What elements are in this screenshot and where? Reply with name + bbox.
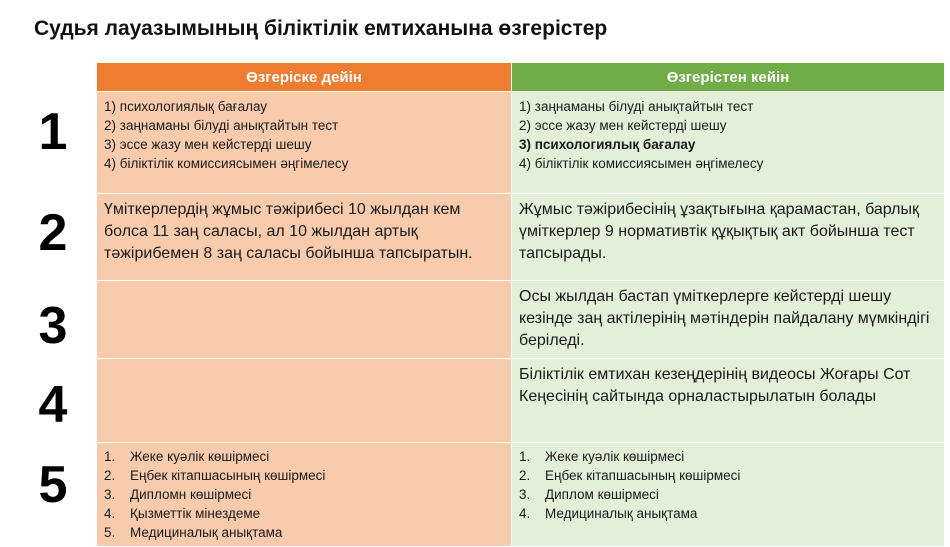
cell-after-2 bbox=[512, 194, 945, 281]
cell-text: Біліктілік емтихан кезеңдерінің видеосы Жоғары Сот Кеңесінің сайтында орналастырылатын болады bbox=[519, 366, 911, 405]
table-row bbox=[97, 281, 945, 359]
cell-after-4 bbox=[512, 359, 945, 443]
table-row bbox=[97, 92, 945, 194]
cell-before-5 bbox=[97, 443, 512, 547]
row-number-5: 5 bbox=[38, 456, 68, 514]
list-item-highlighted: 3) психологиялық бағалау bbox=[519, 137, 696, 152]
list-item: 4) біліктілік комиссиясымен әңгімелесу bbox=[519, 156, 764, 171]
cell-before-3 bbox=[97, 281, 512, 359]
header-before: Өзгеріске дейін bbox=[97, 63, 512, 92]
list-item: 5. Медициналық анықтама bbox=[104, 525, 283, 540]
list-item: 1) психологиялық бағалау bbox=[104, 99, 268, 114]
cell-text: Осы жылдан бастап үміткерлерге кейстерді шешу кезінде заң актілерінің мәтіндерін пайдалану мүмкіндігі беріледі. bbox=[519, 288, 930, 349]
table-row bbox=[97, 194, 945, 281]
table-header-row bbox=[97, 63, 945, 92]
cell-before-1 bbox=[97, 92, 512, 194]
list-item: 4. Қызметтік мінездеме bbox=[104, 506, 261, 521]
table-row bbox=[97, 443, 945, 547]
list-item: 4) біліктілік комиссиясымен әңгімелесу bbox=[104, 156, 349, 171]
cell-after-1 bbox=[512, 92, 945, 194]
list-item: 1) заңнаманы білуді анықтайтын тест bbox=[519, 99, 754, 114]
cell-before-2 bbox=[97, 194, 512, 281]
cell-after-5 bbox=[512, 443, 945, 547]
list-item: 2) заңнаманы білуді анықтайтын тест bbox=[104, 118, 339, 133]
list-item: 3. Диплом көшірмесі bbox=[519, 487, 659, 502]
list-item: 3) эссе жазу мен кейстерді шешу bbox=[104, 137, 312, 152]
page-title: Судья лауазымының біліктілік емтиханына өзгерістер bbox=[34, 17, 608, 40]
list-item: 2. Еңбек кітапшасының көшірмесі bbox=[519, 468, 741, 483]
list-item: 1. Жеке куәлік көшірмесі bbox=[519, 449, 685, 464]
header-after: Өзгерістен кейін bbox=[512, 63, 945, 92]
cell-after-3 bbox=[512, 281, 945, 359]
cell-text: Үміткерлердің жұмыс тәжірибесі 10 жылдан кем болса 11 заң саласы, ал 10 жылдан артық тәжірибемен 8 заң саласы бойынша тапсыратын. bbox=[104, 201, 473, 262]
comparison-table bbox=[96, 62, 945, 547]
cell-before-4 bbox=[97, 359, 512, 443]
row-number-3: 3 bbox=[38, 297, 68, 355]
row-number-column bbox=[0, 0, 96, 534]
list-item: 1. Жеке куәлік көшірмесі bbox=[104, 449, 270, 464]
list-item: 2. Еңбек кітапшасының көшірмесі bbox=[104, 468, 326, 483]
list-item: 4. Медициналық анықтама bbox=[519, 506, 698, 521]
cell-text: Жұмыс тәжірибесінің ұзақтығына қарамастан, барлық үміткерлер 9 нормативтік құқықтық акт бойынша тест тапсырады. bbox=[519, 201, 919, 262]
row-number-1: 1 bbox=[38, 103, 68, 161]
table-row bbox=[97, 359, 945, 443]
list-item: 2) эссе жазу мен кейстерді шешу bbox=[519, 118, 727, 133]
list-item: 3. Дипломн көшірмесі bbox=[104, 487, 252, 502]
row-number-2: 2 bbox=[38, 204, 68, 262]
row-number-4: 4 bbox=[38, 376, 68, 434]
